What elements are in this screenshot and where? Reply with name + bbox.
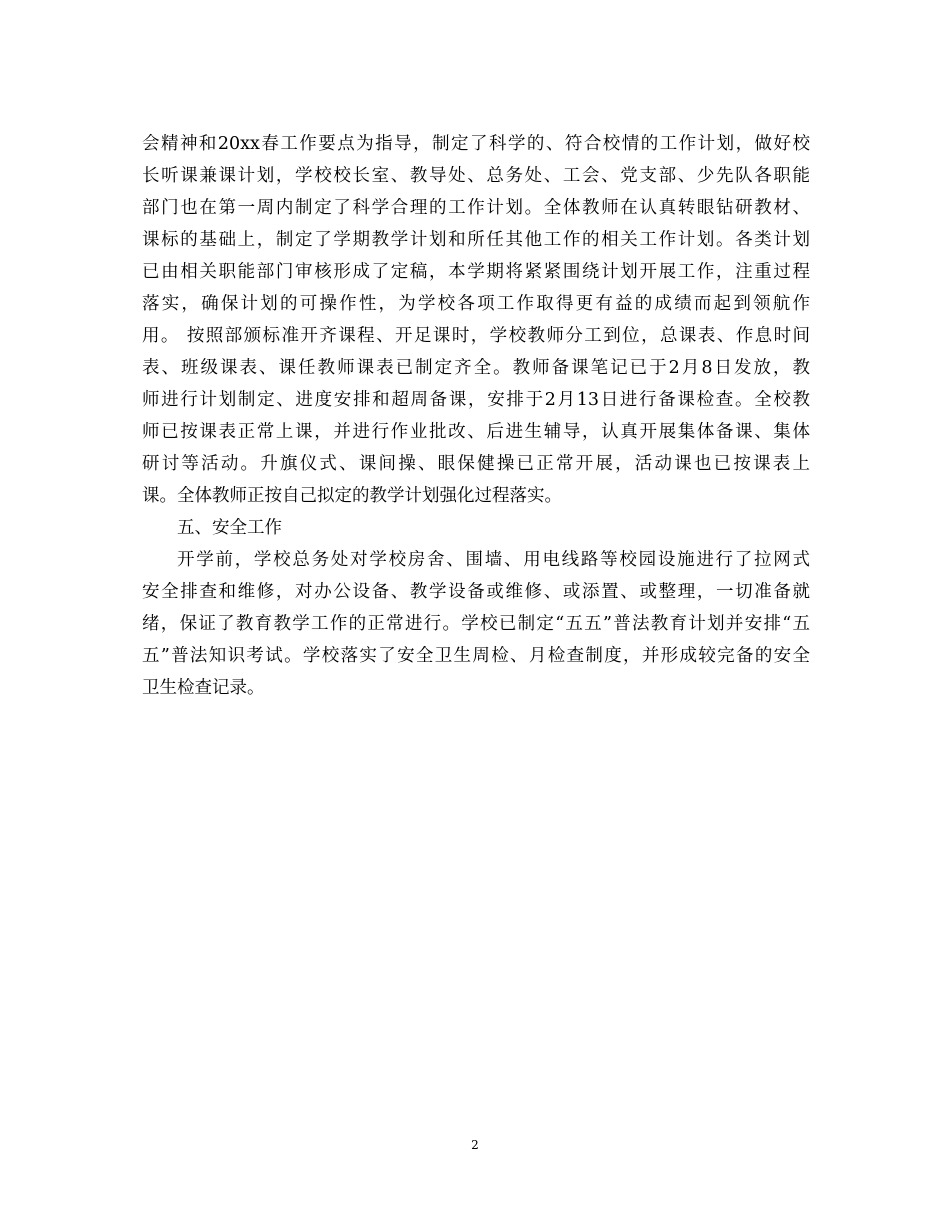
text-line: 研讨等活动。升旗仪式、课间操、眼保健操已正常开展，活动课也已按课表上 [142, 454, 810, 474]
text-line: 师已按课表正常上课，并进行作业批改、后进生辅导，认真开展集体备课、集体 [142, 422, 810, 442]
text-line: 用。 按照部颁标准开齐课程、开足课时，学校教师分工到位，总课表、作息时间 [142, 326, 810, 346]
text-line: 已由相关职能部门审核形成了定稿，本学期将紧紧围绕计划开展工作，注重过程 [142, 262, 810, 282]
text-line: 安全排查和维修，对办公设备、教学设备或维修、或添置、或整理，一切准备就 [142, 582, 810, 602]
text-line: 落实，确保计划的可操作性，为学校各项工作取得更有益的成绩而起到领航作 [142, 294, 810, 314]
text-line: 长听课兼课计划，学校校长室、教导处、总务处、工会、党支部、少先队各职能 [142, 166, 810, 186]
text-line: 师进行计划制定、进度安排和超周备课，安排于2月13日进行备课检查。全校教 [142, 390, 810, 410]
page-number: 2 [471, 1138, 479, 1152]
text-line: 卫生检查记录。 [142, 678, 265, 698]
section-heading-safety-work: 五、安全工作 [177, 518, 282, 538]
paragraph-safety-work [142, 544, 810, 704]
text-line: 表、班级课表、课任教师课表已制定齐全。教师备课笔记已于2月8日发放，教 [142, 358, 810, 378]
text-line: 课。全体教师正按自己拟定的教学计划强化过程落实。 [142, 486, 562, 506]
text-line: 绪，保证了教育教学工作的正常进行。学校已制定“五五”普法教育计划并安排“五 [142, 614, 810, 634]
text-line: 部门也在第一周内制定了科学合理的工作计划。全体教师在认真转眼钻研教材、 [142, 198, 810, 218]
text-line: 会精神和20xx春工作要点为指导，制定了科学的、符合校情的工作计划，做好校 [142, 134, 810, 154]
page-content [142, 128, 810, 704]
paragraph-teaching-plans [142, 128, 810, 512]
text-line: 课标的基础上，制定了学期教学计划和所任其他工作的相关工作计划。各类计划 [142, 230, 810, 250]
text-line: 五”普法知识考试。学校落实了安全卫生周检、月检查制度，并形成较完备的安全 [142, 646, 810, 666]
text-line: 开学前，学校总务处对学校房舍、围墙、用电线路等校园设施进行了拉网式 [177, 550, 810, 570]
